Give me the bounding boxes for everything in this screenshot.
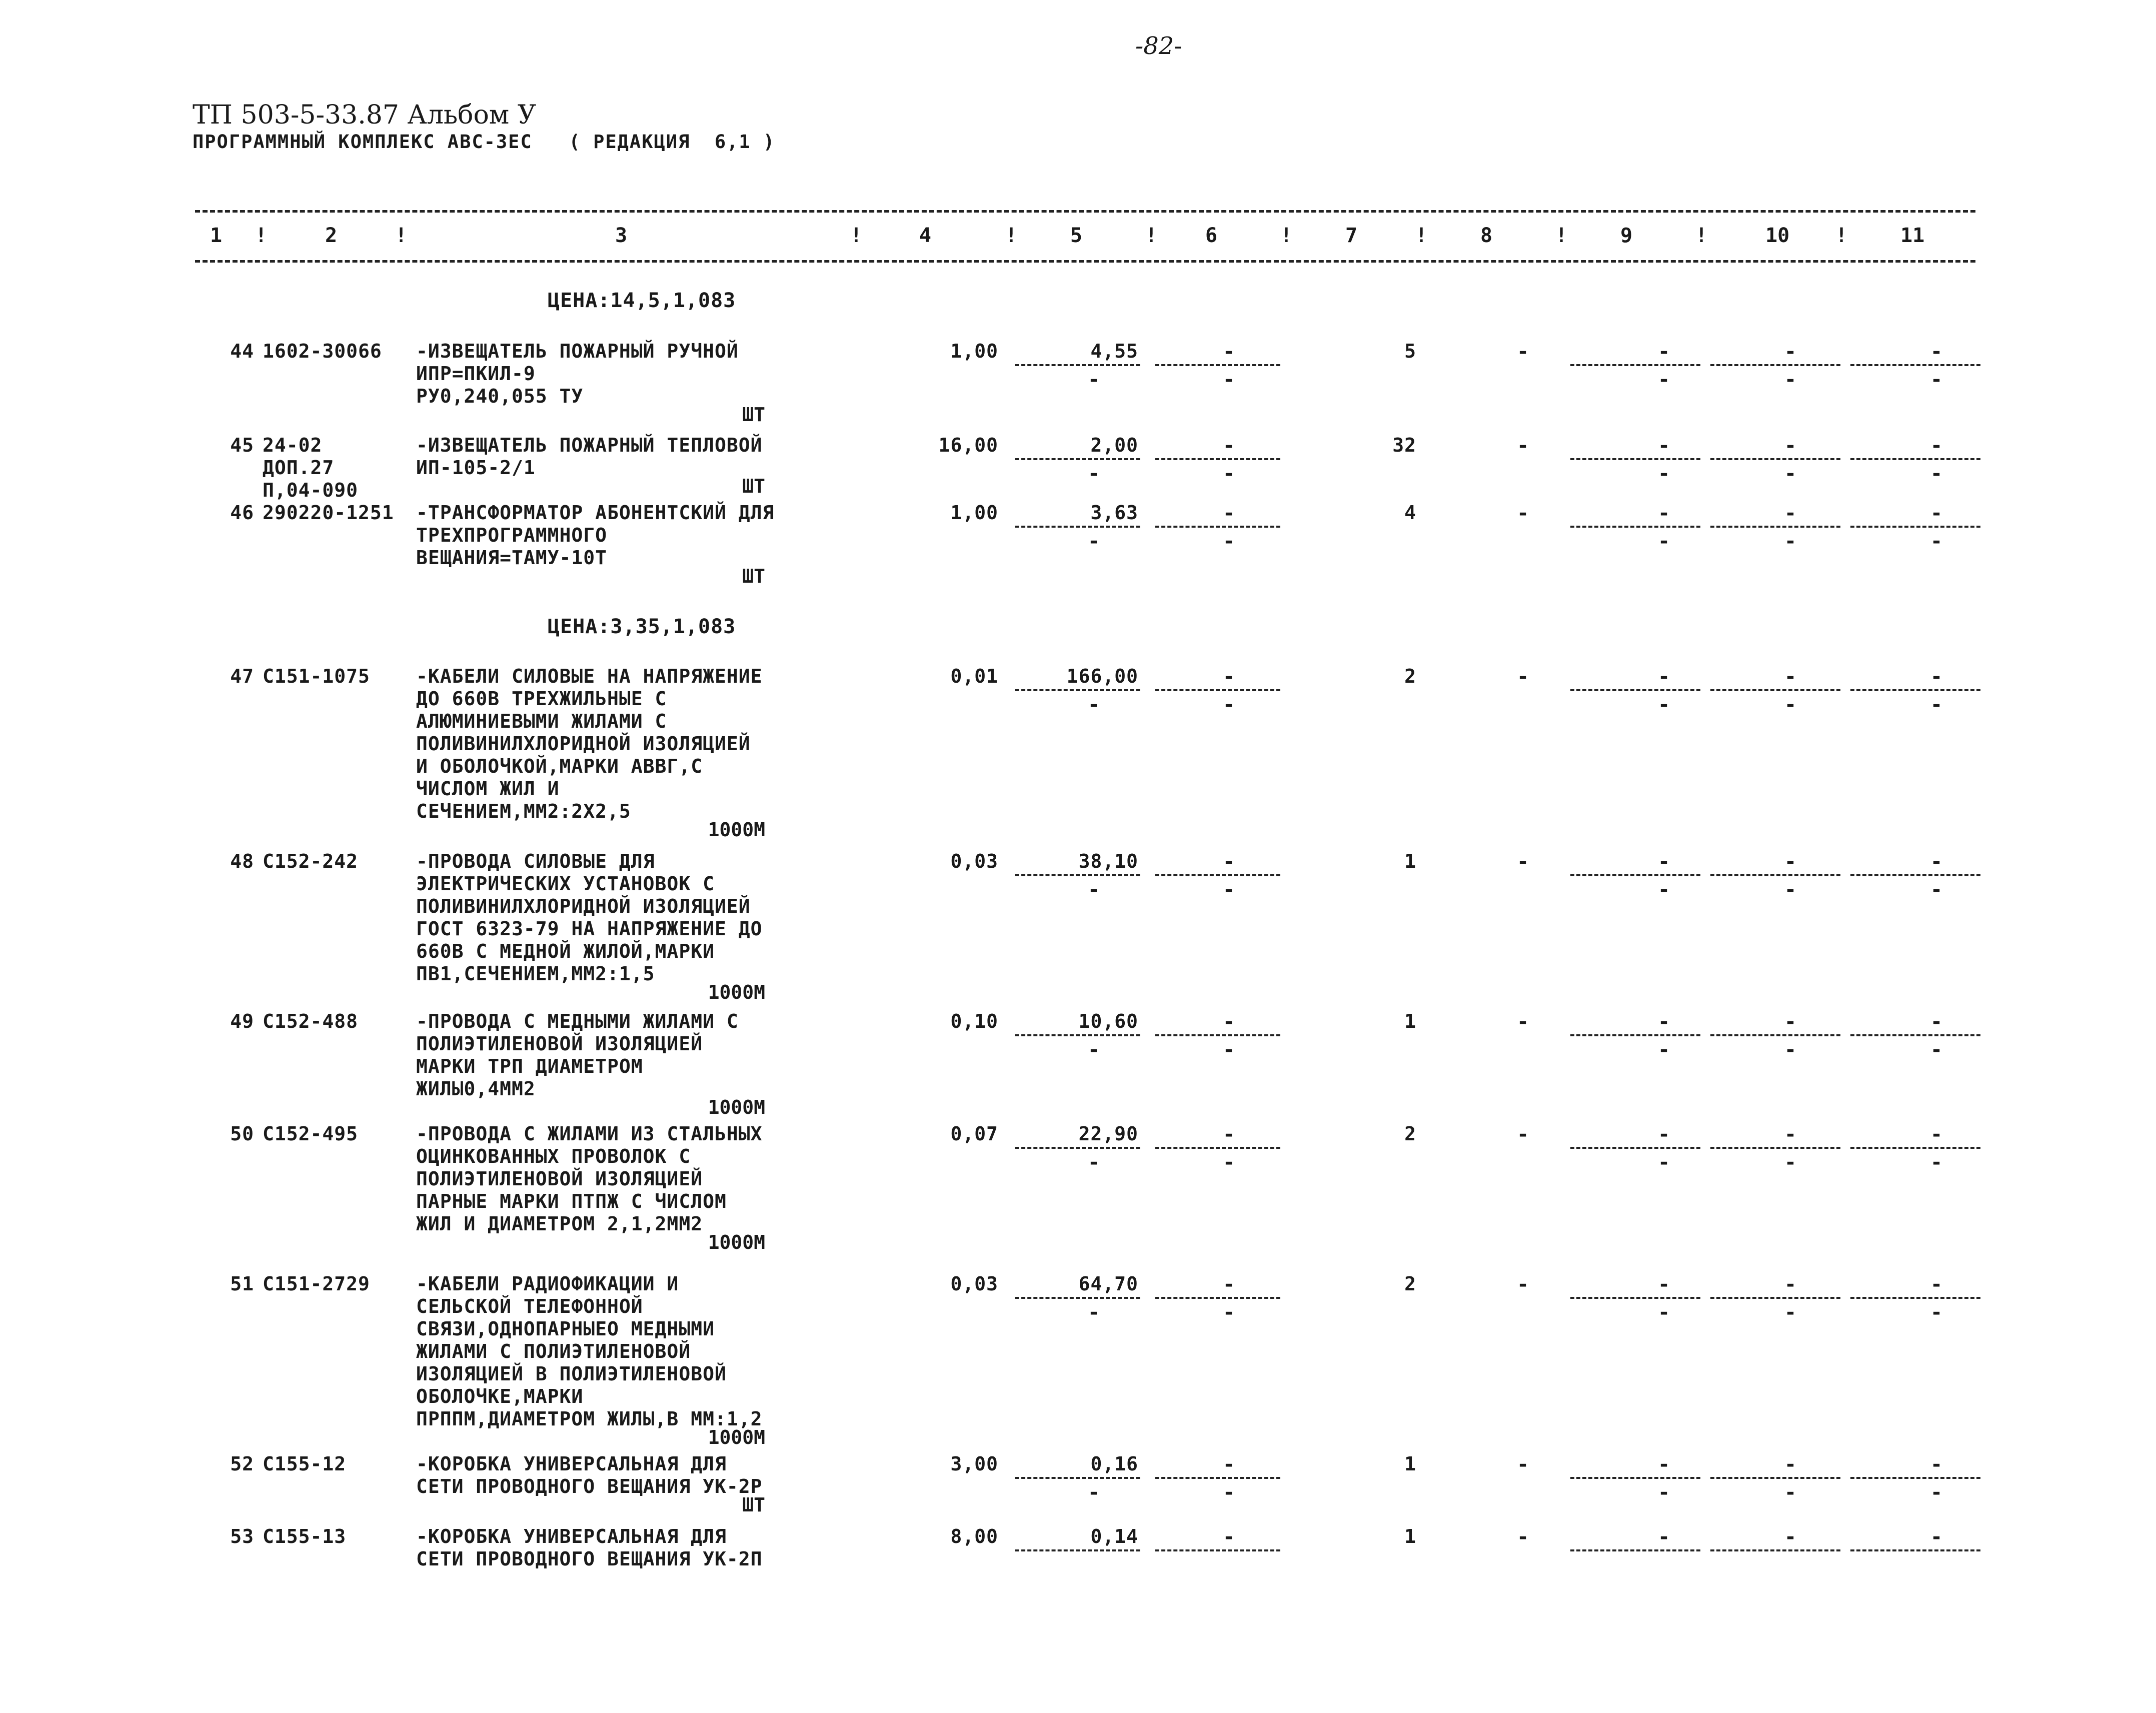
empty-cell: - — [1658, 502, 1670, 525]
empty-cell: - — [1784, 1010, 1797, 1033]
subtotal-dashline — [1015, 689, 1140, 691]
subtotal-dashline — [1570, 458, 1700, 460]
empty-cell: - — [1223, 1525, 1235, 1548]
subtotal-dashline — [1570, 364, 1700, 366]
row-number: 48 — [230, 850, 254, 872]
column-separator: ! — [850, 224, 863, 247]
item-description: ЖИЛАМИ С ПОЛИЭТИЛЕНОВОЙ — [416, 1340, 691, 1362]
subtotal-dashline — [1570, 1147, 1700, 1149]
item-code: С151-1075 — [263, 665, 370, 687]
empty-cell: - — [1930, 1453, 1943, 1476]
empty-cell: - — [1658, 340, 1670, 363]
column-separator: ! — [1555, 224, 1568, 247]
item-description: ЖИЛ И ДИАМЕТРОМ 2,1,2ММ2 — [416, 1213, 703, 1235]
item-description: -КАБЕЛИ РАДИОФИКАЦИИ И — [416, 1273, 679, 1295]
empty-cell: - — [1784, 462, 1797, 485]
empty-cell: - — [1930, 1038, 1943, 1061]
empty-cell: - — [1223, 434, 1235, 457]
column-separator: ! — [1415, 224, 1428, 247]
empty-cell: - — [1223, 1273, 1235, 1296]
item-description: СЕЧЕНИЕМ,ММ2:2Х2,5 — [416, 800, 631, 822]
column-header-9: 9 — [1620, 224, 1633, 247]
item-description: СВЯЗИ,ОДНОПАРНЫЕО МЕДНЫМИ — [416, 1318, 715, 1340]
item-description: -ТРАНСФОРМАТОР АБОНЕНТСКИЙ ДЛЯ — [416, 502, 775, 524]
quantity: 3,00 — [950, 1453, 998, 1475]
column-7-value: 2 — [1404, 665, 1416, 687]
subtotal-dashline — [1015, 874, 1140, 876]
item-description: ИП-105-2/1 — [416, 457, 536, 479]
subtotal-dashline — [1850, 1147, 1980, 1149]
column-header-11: 11 — [1900, 224, 1925, 247]
subtotal-dashline — [1155, 1034, 1280, 1036]
item-description: АЛЮМИНИЕВЫМИ ЖИЛАМИ С — [416, 710, 667, 732]
unit-price: 4,55 — [1090, 340, 1138, 362]
item-description: РУ0,240,055 ТУ — [416, 385, 584, 407]
empty-cell: - — [1930, 1525, 1943, 1548]
empty-cell: - — [1658, 878, 1670, 901]
empty-cell: - — [1930, 850, 1943, 873]
column-7-value: 4 — [1404, 502, 1416, 524]
quantity: 0,10 — [950, 1010, 998, 1032]
empty-cell: - — [1223, 1301, 1235, 1324]
subtotal-dashline — [1850, 1477, 1980, 1479]
quantity: 0,03 — [950, 850, 998, 872]
empty-cell: - — [1088, 368, 1100, 391]
item-description: -ПРОВОДА С ЖИЛАМИ ИЗ СТАЛЬНЫХ — [416, 1123, 763, 1145]
subtotal-dashline — [1015, 1549, 1140, 1551]
empty-cell: - — [1658, 693, 1670, 716]
empty-cell: - — [1784, 1453, 1797, 1476]
item-code: С152-488 — [263, 1010, 359, 1032]
empty-cell: - — [1930, 1151, 1943, 1174]
unit-price: 38,10 — [1078, 850, 1138, 872]
empty-cell: - — [1784, 1481, 1797, 1504]
subtotal-dashline — [1850, 874, 1980, 876]
empty-cell: - — [1223, 502, 1235, 525]
item-description: -ИЗВЕЩАТЕЛЬ ПОЖАРНЫЙ РУЧНОЙ — [416, 340, 739, 362]
empty-cell: - — [1930, 530, 1943, 553]
row-number: 47 — [230, 665, 254, 687]
empty-cell: - — [1223, 1453, 1235, 1476]
unit-label: 1000М — [708, 981, 765, 1003]
empty-cell: - — [1088, 1151, 1100, 1174]
item-description: ПОЛИВИНИЛХЛОРИДНОЙ ИЗОЛЯЦИЕЙ — [416, 733, 751, 755]
item-description: ВЕЩАНИЯ=ТАМУ-10Т — [416, 547, 608, 569]
empty-cell: - — [1930, 502, 1943, 525]
column-header-6: 6 — [1205, 224, 1218, 247]
empty-cell: - — [1517, 434, 1529, 457]
subtotal-dashline — [1850, 1297, 1980, 1299]
item-description: -ИЗВЕЩАТЕЛЬ ПОЖАРНЫЙ ТЕПЛОВОЙ — [416, 434, 763, 456]
item-description: МАРКИ ТРП ДИАМЕТРОМ — [416, 1055, 643, 1077]
item-description: ЭЛЕКТРИЧЕСКИХ УСТАНОВОК С — [416, 873, 715, 895]
column-7-value: 1 — [1404, 1453, 1416, 1475]
subtotal-dashline — [1570, 874, 1700, 876]
column-header-1: 1 — [210, 224, 223, 247]
subtotal-dashline — [1155, 1297, 1280, 1299]
subtotal-dashline — [1710, 526, 1840, 528]
empty-cell: - — [1517, 1010, 1529, 1033]
row-number: 45 — [230, 434, 254, 456]
column-7-value: 1 — [1404, 850, 1416, 872]
empty-cell: - — [1784, 340, 1797, 363]
empty-cell: - — [1223, 368, 1235, 391]
empty-cell: - — [1658, 665, 1670, 688]
subtotal-dashline — [1155, 526, 1280, 528]
empty-cell: - — [1658, 1453, 1670, 1476]
empty-cell: - — [1223, 850, 1235, 873]
subtotal-dashline — [1015, 458, 1140, 460]
empty-cell: - — [1658, 1010, 1670, 1033]
empty-cell: - — [1930, 1123, 1943, 1146]
empty-cell: - — [1088, 1038, 1100, 1061]
column-header-4: 4 — [919, 224, 932, 247]
item-code: С155-13 — [263, 1525, 347, 1547]
empty-cell: - — [1088, 693, 1100, 716]
empty-cell: - — [1223, 462, 1235, 485]
unit-label: 1000М — [708, 1426, 765, 1448]
unit-label: ШТ — [742, 1494, 765, 1516]
empty-cell: - — [1784, 1151, 1797, 1174]
empty-cell: - — [1088, 462, 1100, 485]
item-description: ИПР=ПКИЛ-9 — [416, 363, 536, 385]
empty-cell: - — [1658, 1273, 1670, 1296]
item-code: ДОП.27 — [263, 457, 335, 479]
empty-cell: - — [1784, 502, 1797, 525]
item-description: ПРППМ,ДИАМЕТРОМ ЖИЛЫ,В ММ:1,2 — [416, 1408, 763, 1430]
item-code: С152-495 — [263, 1123, 359, 1145]
subtotal-dashline — [1015, 364, 1140, 366]
column-header-3: 3 — [615, 224, 628, 247]
empty-cell: - — [1658, 1525, 1670, 1548]
item-code: 1602-30066 — [263, 340, 382, 362]
quantity: 1,00 — [950, 340, 998, 362]
empty-cell: - — [1223, 693, 1235, 716]
quantity: 0,07 — [950, 1123, 998, 1145]
row-number: 49 — [230, 1010, 254, 1032]
subtotal-dashline — [1710, 458, 1840, 460]
document-subtitle: ПРОГРАММНЫЙ КОМПЛЕКС АВС-3ЕС ( РЕДАКЦИЯ 6,1 ) — [193, 131, 776, 153]
item-code: 290220-1251 — [263, 502, 394, 524]
unit-label: ШТ — [742, 565, 765, 587]
unit-label: 1000М — [708, 1231, 765, 1253]
unit-price: 166,00 — [1066, 665, 1138, 687]
item-description: -ПРОВОДА СИЛОВЫЕ ДЛЯ — [416, 850, 655, 872]
empty-cell: - — [1658, 1481, 1670, 1504]
item-description: ГОСТ 6323-79 НА НАПРЯЖЕНИЕ ДО — [416, 918, 763, 940]
column-separator: ! — [255, 224, 268, 247]
quantity: 0,03 — [950, 1273, 998, 1295]
unit-label: 1000М — [708, 819, 765, 841]
column-header-10: 10 — [1765, 224, 1790, 247]
subtotal-dashline — [1570, 689, 1700, 691]
item-description: ЧИСЛОМ ЖИЛ И — [416, 778, 560, 800]
column-header-2: 2 — [325, 224, 338, 247]
row-number: 51 — [230, 1273, 254, 1295]
quantity: 1,00 — [950, 502, 998, 524]
empty-cell: - — [1088, 878, 1100, 901]
item-code: С151-2729 — [263, 1273, 370, 1295]
empty-cell: - — [1517, 1123, 1529, 1146]
page-number: -82- — [1135, 32, 1182, 60]
item-description: ПАРНЫЕ МАРКИ ПТПЖ С ЧИСЛОМ — [416, 1190, 727, 1212]
item-description: СЕЛЬСКОЙ ТЕЛЕФОННОЙ — [416, 1295, 643, 1317]
empty-cell: - — [1658, 1151, 1670, 1174]
empty-cell: - — [1088, 1481, 1100, 1504]
subtotal-dashline — [1570, 1477, 1700, 1479]
empty-cell: - — [1223, 1151, 1235, 1174]
unit-price: 10,60 — [1078, 1010, 1138, 1032]
empty-cell: - — [1930, 462, 1943, 485]
empty-cell: - — [1930, 665, 1943, 688]
empty-cell: - — [1517, 850, 1529, 873]
unit-price: 22,90 — [1078, 1123, 1138, 1145]
subtotal-dashline — [1850, 364, 1980, 366]
empty-cell: - — [1658, 530, 1670, 553]
column-7-value: 1 — [1404, 1010, 1416, 1032]
empty-cell: - — [1658, 1038, 1670, 1061]
empty-cell: - — [1784, 693, 1797, 716]
row-number: 46 — [230, 502, 254, 524]
item-description: ОЦИНКОВАННЫХ ПРОВОЛОК С — [416, 1145, 691, 1167]
subtotal-dashline — [1850, 689, 1980, 691]
column-7-value: 32 — [1392, 434, 1416, 456]
subtotal-dashline — [1710, 689, 1840, 691]
subtotal-dashline — [1850, 458, 1980, 460]
column-header-5: 5 — [1070, 224, 1083, 247]
subtotal-dashline — [1155, 458, 1280, 460]
quantity: 8,00 — [950, 1525, 998, 1547]
item-description: ПОЛИВИНИЛХЛОРИДНОЙ ИЗОЛЯЦИЕЙ — [416, 895, 751, 917]
column-separator: ! — [1280, 224, 1293, 247]
empty-cell: - — [1223, 1010, 1235, 1033]
column-7-value: 5 — [1404, 340, 1416, 362]
item-description: ЖИЛЫ0,4ММ2 — [416, 1078, 536, 1100]
table-header-rule — [195, 260, 1975, 263]
column-7-value: 2 — [1404, 1273, 1416, 1295]
item-code: С155-12 — [263, 1453, 347, 1475]
subtotal-dashline — [1710, 1549, 1840, 1551]
column-7-value: 2 — [1404, 1123, 1416, 1145]
subtotal-dashline — [1570, 1549, 1700, 1551]
price-label: ЦЕНА:14,5,1,083 — [548, 289, 736, 312]
subtotal-dashline — [1570, 526, 1700, 528]
empty-cell: - — [1223, 1123, 1235, 1146]
subtotal-dashline — [1570, 1297, 1700, 1299]
empty-cell: - — [1784, 850, 1797, 873]
item-code: 24-02 — [263, 434, 323, 456]
unit-label: ШТ — [742, 404, 765, 426]
empty-cell: - — [1517, 502, 1529, 525]
subtotal-dashline — [1710, 1477, 1840, 1479]
row-number: 52 — [230, 1453, 254, 1475]
empty-cell: - — [1930, 1010, 1943, 1033]
empty-cell: - — [1930, 878, 1943, 901]
empty-cell: - — [1088, 1301, 1100, 1324]
document-title: ТП 503-5-33.87 Альбом У — [193, 100, 537, 130]
empty-cell: - — [1784, 1038, 1797, 1061]
subtotal-dashline — [1015, 1297, 1140, 1299]
subtotal-dashline — [1710, 364, 1840, 366]
empty-cell: - — [1784, 878, 1797, 901]
empty-cell: - — [1223, 340, 1235, 363]
price-label: ЦЕНА:3,35,1,083 — [548, 615, 736, 638]
row-number: 53 — [230, 1525, 254, 1547]
empty-cell: - — [1784, 665, 1797, 688]
item-description: ПОЛИЭТИЛЕНОВОЙ ИЗОЛЯЦИЕЙ — [416, 1033, 703, 1055]
subtotal-dashline — [1015, 1477, 1140, 1479]
column-separator: ! — [1835, 224, 1848, 247]
item-description: ПВ1,СЕЧЕНИЕМ,ММ2:1,5 — [416, 963, 655, 985]
column-header-8: 8 — [1480, 224, 1493, 247]
subtotal-dashline — [1155, 1147, 1280, 1149]
empty-cell: - — [1223, 1038, 1235, 1061]
empty-cell: - — [1784, 434, 1797, 457]
item-code: С152-242 — [263, 850, 359, 872]
column-separator: ! — [1695, 224, 1708, 247]
item-description: -КОРОБКА УНИВЕРСАЛЬНАЯ ДЛЯ — [416, 1525, 727, 1547]
item-description: ДО 660В ТРЕХЖИЛЬНЫЕ С — [416, 688, 667, 710]
subtotal-dashline — [1155, 1477, 1280, 1479]
empty-cell: - — [1784, 530, 1797, 553]
subtotal-dashline — [1155, 874, 1280, 876]
empty-cell: - — [1930, 340, 1943, 363]
item-description: -КАБЕЛИ СИЛОВЫЕ НА НАПРЯЖЕНИЕ — [416, 665, 763, 687]
unit-price: 3,63 — [1090, 502, 1138, 524]
empty-cell: - — [1658, 1123, 1670, 1146]
empty-cell: - — [1658, 368, 1670, 391]
empty-cell: - — [1784, 1525, 1797, 1548]
empty-cell: - — [1784, 368, 1797, 391]
column-separator: ! — [1145, 224, 1158, 247]
subtotal-dashline — [1570, 1034, 1700, 1036]
row-number: 44 — [230, 340, 254, 362]
unit-label: 1000М — [708, 1096, 765, 1118]
column-separator: ! — [1005, 224, 1018, 247]
empty-cell: - — [1223, 1481, 1235, 1504]
item-description: ТРЕХПРОГРАММНОГО — [416, 524, 608, 546]
item-description: -КОРОБКА УНИВЕРСАЛЬНАЯ ДЛЯ — [416, 1453, 727, 1475]
table-top-rule — [195, 210, 1975, 213]
subtotal-dashline — [1015, 1147, 1140, 1149]
unit-price: 64,70 — [1078, 1273, 1138, 1295]
empty-cell: - — [1930, 693, 1943, 716]
quantity: 16,00 — [938, 434, 998, 456]
item-description: -ПРОВОДА С МЕДНЫМИ ЖИЛАМИ С — [416, 1010, 739, 1032]
subtotal-dashline — [1710, 1147, 1840, 1149]
subtotal-dashline — [1710, 874, 1840, 876]
column-header-7: 7 — [1345, 224, 1358, 247]
column-separator: ! — [395, 224, 408, 247]
item-description: ИЗОЛЯЦИЕЙ В ПОЛИЭТИЛЕНОВОЙ — [416, 1363, 727, 1385]
item-code: П,04-090 — [263, 479, 359, 501]
item-description: ПОЛИЭТИЛЕНОВОЙ ИЗОЛЯЦИЕЙ — [416, 1168, 703, 1190]
row-number: 50 — [230, 1123, 254, 1145]
empty-cell: - — [1658, 434, 1670, 457]
empty-cell: - — [1088, 530, 1100, 553]
unit-price: 0,14 — [1090, 1525, 1138, 1547]
empty-cell: - — [1517, 1273, 1529, 1296]
subtotal-dashline — [1015, 526, 1140, 528]
empty-cell: - — [1930, 1301, 1943, 1324]
empty-cell: - — [1517, 1525, 1529, 1548]
empty-cell: - — [1223, 878, 1235, 901]
empty-cell: - — [1517, 1453, 1529, 1476]
empty-cell: - — [1930, 1273, 1943, 1296]
empty-cell: - — [1517, 340, 1529, 363]
empty-cell: - — [1784, 1123, 1797, 1146]
empty-cell: - — [1658, 462, 1670, 485]
subtotal-dashline — [1850, 1549, 1980, 1551]
item-description: ОБОЛОЧКЕ,МАРКИ — [416, 1385, 584, 1407]
empty-cell: - — [1930, 1481, 1943, 1504]
subtotal-dashline — [1155, 689, 1280, 691]
subtotal-dashline — [1015, 1034, 1140, 1036]
empty-cell: - — [1930, 368, 1943, 391]
empty-cell: - — [1223, 530, 1235, 553]
subtotal-dashline — [1155, 364, 1280, 366]
subtotal-dashline — [1155, 1549, 1280, 1551]
item-description: СЕТИ ПРОВОДНОГО ВЕЩАНИЯ УК-2П — [416, 1548, 763, 1570]
unit-price: 2,00 — [1090, 434, 1138, 456]
empty-cell: - — [1658, 850, 1670, 873]
item-description: И ОБОЛОЧКОЙ,МАРКИ АВВГ,С — [416, 755, 703, 777]
empty-cell: - — [1223, 665, 1235, 688]
subtotal-dashline — [1710, 1034, 1840, 1036]
unit-label: ШТ — [742, 475, 765, 497]
subtotal-dashline — [1850, 1034, 1980, 1036]
empty-cell: - — [1517, 665, 1529, 688]
empty-cell: - — [1784, 1301, 1797, 1324]
empty-cell: - — [1784, 1273, 1797, 1296]
empty-cell: - — [1658, 1301, 1670, 1324]
unit-price: 0,16 — [1090, 1453, 1138, 1475]
empty-cell: - — [1930, 434, 1943, 457]
item-description: 660В С МЕДНОЙ ЖИЛОЙ,МАРКИ — [416, 940, 715, 962]
item-description: СЕТИ ПРОВОДНОГО ВЕЩАНИЯ УК-2Р — [416, 1475, 763, 1497]
subtotal-dashline — [1710, 1297, 1840, 1299]
subtotal-dashline — [1850, 526, 1980, 528]
column-7-value: 1 — [1404, 1525, 1416, 1547]
quantity: 0,01 — [950, 665, 998, 687]
